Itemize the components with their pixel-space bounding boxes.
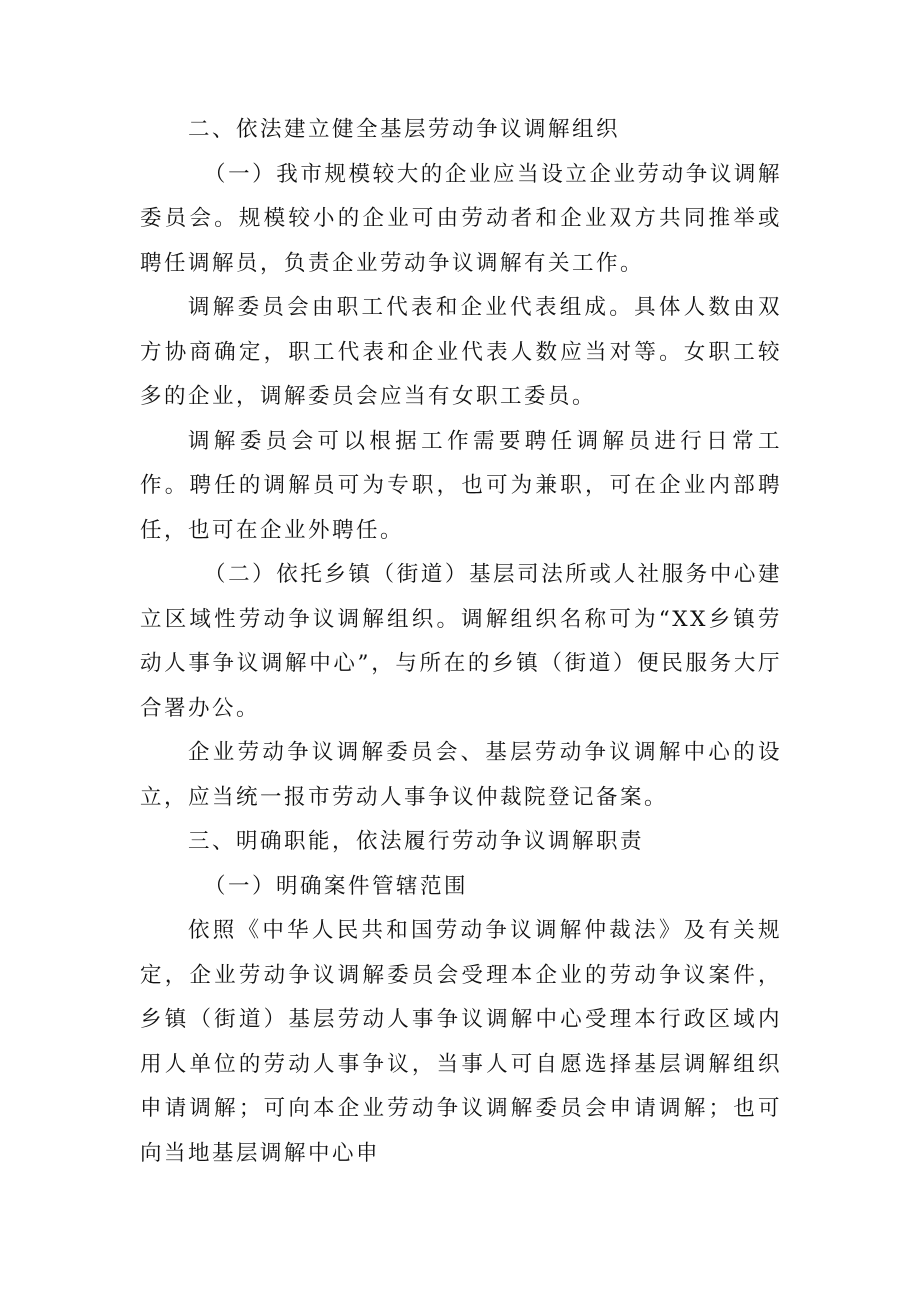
paragraph: 依照《中华人民共和国劳动争议调解仲裁法》及有关规定，企业劳动争议调解委员会受理本企业的劳动争议案件，乡镇（街道）基层劳动人事争议调解中心受理本行政区域内用人单位的劳动人事争议，当事人可自愿选择基层调解组织申请调解；可向本企业劳动争议调解委员会申请调解；也可向当地基层调解中心申	[140, 918, 782, 1166]
document-body	[140, 108, 782, 1176]
subsection-heading: （一）明确案件管辖范围	[204, 873, 469, 899]
section-heading-2: 二、依法建立健全基层劳动争议调解组织	[188, 117, 621, 142]
paragraph: （一）我市规模较大的企业应当设立企业劳动争议调解委员会。规模较小的企业可由劳动者和企业双方共同推举或聘任调解员，负责企业劳动争议调解有关工作。	[140, 161, 782, 276]
section-heading-3: 三、明确职能，依法履行劳动争议调解职责	[188, 829, 645, 854]
paragraph: （二）依托乡镇（街道）基层司法所或人社服务中心建立区域性劳动争议调解组织。调解组织名称可为“XX乡镇劳动人事争议调解中心”，与所在的乡镇（街道）便民服务大厅合署办公。	[140, 562, 782, 721]
paragraph: 企业劳动争议调解委员会、基层劳动争议调解中心的设立，应当统一报市劳动人事争议仲裁院登记备案。	[140, 740, 782, 810]
paragraph: 调解委员会可以根据工作需要聘任调解员进行日常工作。聘任的调解员可为专职，也可为兼职，可在企业内部聘任，也可在企业外聘任。	[140, 428, 782, 543]
paragraph: 调解委员会由职工代表和企业代表组成。具体人数由双方协商确定，职工代表和企业代表人数应当对等。女职工较多的企业，调解委员会应当有女职工委员。	[140, 295, 782, 409]
